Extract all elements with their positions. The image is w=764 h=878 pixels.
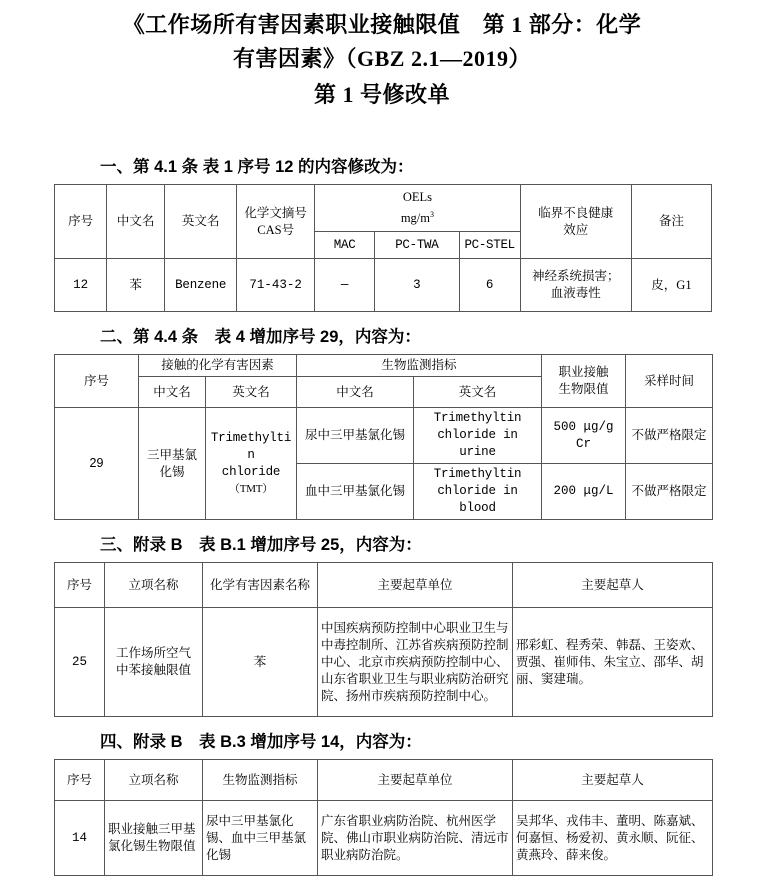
document-title-line-3: 第 1 号修改单 [313, 82, 450, 107]
cell-project-name-line-1: 工作场所空气 [115, 646, 191, 660]
th-oels-group [315, 185, 521, 232]
cell-seq: 29 [55, 408, 139, 520]
cell-orgs: 广东省职业病防治院、杭州医学院、佛山市职业病防治院、清远市职业病防治院。 [318, 801, 513, 876]
cell-remark: 皮，G1 [631, 259, 711, 312]
cell-bio-en-line-2: chloride in urine [437, 428, 518, 459]
section-heading-2: 二、第 4.4 条 表 4 增加序号 29，内容为： [100, 328, 421, 346]
cell-health-effect [520, 259, 631, 312]
cell-bio-en-line-1: Trimethyltin [433, 411, 522, 425]
th-cas-line-1: 化学文摘号 [244, 205, 307, 220]
th-cn-name: 中文名 [107, 185, 165, 259]
th-sampling-time: 采样时间 [626, 355, 713, 408]
table-row [55, 608, 713, 717]
cell-chem-cn-line-1: 三甲基氯 [146, 447, 197, 462]
th-health-effect-line-2: 效应 [563, 222, 589, 237]
th-oels-unit-base: mg/m [400, 211, 430, 226]
cell-project-name [105, 608, 203, 717]
table-appendix-b3 [54, 759, 713, 876]
table-row [55, 408, 713, 464]
table-row-header-top [55, 355, 713, 377]
cell-chem-en [206, 408, 297, 520]
th-chem-cn: 中文名 [139, 377, 206, 408]
cell-bio-en [414, 464, 542, 520]
cell-chem-en-line-2: chloride [221, 464, 281, 479]
cell-health-effect-line-2: 血液毒性 [550, 286, 601, 300]
th-chem-en: 英文名 [206, 377, 297, 408]
cell-bio-cn: 尿中三甲基氯化锡 [297, 408, 414, 464]
cell-sampling-time: 不做严格限定 [626, 408, 713, 464]
cell-bio-index: 尿中三甲基氯化锡、血中三甲基氯化锡 [203, 801, 318, 876]
cell-pc-stel: 6 [459, 259, 520, 312]
th-project-name: 立项名称 [105, 760, 203, 801]
th-health-effect-line-1: 临界不良健康 [538, 205, 614, 220]
cell-sampling-time: 不做严格限定 [626, 464, 713, 520]
cell-mac: — [315, 259, 375, 312]
table-row [55, 259, 712, 312]
table-row-header [55, 563, 713, 608]
cell-bio-limit: 200 μg/L [542, 464, 626, 520]
th-pc-twa: PC-TWA [375, 232, 459, 259]
th-chemical-factor: 化学有害因素名称 [203, 563, 318, 608]
th-cas-line-2: CAS号 [257, 222, 295, 237]
th-health-effect [520, 185, 631, 259]
th-bio-index: 生物监测指标 [203, 760, 318, 801]
cell-chem-cn [139, 408, 206, 520]
th-seq: 序号 [55, 563, 105, 608]
th-drafters: 主要起草人 [513, 760, 713, 801]
th-remark: 备注 [631, 185, 711, 259]
th-seq: 序号 [55, 760, 105, 801]
cell-cas: 71-43-2 [237, 259, 315, 312]
th-oels-label: OELs [402, 189, 432, 204]
cell-bio-limit: 500 μg/g Cr [542, 408, 626, 464]
th-bio-limit-line-2: 生物限值 [558, 382, 609, 396]
cell-drafters: 吴邦华、戎伟丰、董明、陈嘉斌、何嘉恒、杨爱初、黄永顺、阮征、黄燕玲、薛来俊。 [513, 801, 713, 876]
cell-project-name: 职业接触三甲基氯化锡生物限值 [105, 801, 203, 876]
th-bio-en: 英文名 [414, 377, 542, 408]
cell-seq: 12 [55, 259, 107, 312]
table-row-header-top [55, 185, 712, 232]
th-pc-stel: PC-STEL [459, 232, 520, 259]
cell-bio-cn: 血中三甲基氯化锡 [297, 464, 414, 520]
cell-orgs: 中国疾病预防控制中心职业卫生与中毒控制所、江苏省疾病预防控制中心、北京市疾病预防控制中心、山东省职业卫生与职业病防治研究院、扬州市疾病预防控制中心。 [318, 608, 513, 717]
cell-chem-en-line-1: Trimethyltin [210, 430, 292, 462]
th-mac: MAC [315, 232, 375, 259]
th-drafters: 主要起草人 [513, 563, 713, 608]
th-bio-cn: 中文名 [297, 377, 414, 408]
table-oels-benzene [54, 184, 712, 312]
cell-pc-twa: 3 [375, 259, 459, 312]
section-heading-1: 一、第 4.1 条 表 1 序号 12 的内容修改为： [100, 158, 414, 176]
cell-chemical-factor: 苯 [203, 608, 318, 717]
cell-project-name-line-2: 中苯接触限值 [115, 663, 191, 677]
document-title-line-1: 《工作场所有害因素职业接触限值 第 1 部分：化学 [122, 12, 642, 37]
th-orgs: 主要起草单位 [318, 760, 513, 801]
section-heading-3: 三、附录 B 表 B.1 增加序号 25，内容为： [100, 536, 422, 554]
th-seq: 序号 [55, 185, 107, 259]
cell-chem-en-abbrev: （TMT） [228, 482, 274, 495]
cell-bio-en-line-2: chloride in blood [437, 484, 518, 515]
cell-seq: 25 [55, 608, 105, 717]
cell-health-effect-line-1: 神经系统损害； [532, 269, 620, 283]
th-en-name: 英文名 [165, 185, 237, 259]
section-heading-4: 四、附录 B 表 B.3 增加序号 14，内容为： [100, 733, 422, 751]
cell-chem-cn-line-2: 化锡 [159, 464, 185, 479]
th-orgs: 主要起草单位 [318, 563, 513, 608]
th-project-name: 立项名称 [105, 563, 203, 608]
table-row [55, 801, 713, 876]
cell-seq: 14 [55, 801, 105, 876]
table-biological-limits [54, 354, 713, 520]
cell-drafters: 邢彩虹、程秀荣、韩磊、王姿欢、贾强、崔师伟、朱宝立、邵华、胡丽、窦建瑞。 [513, 608, 713, 717]
document-title [0, 0, 764, 112]
table-row-header [55, 760, 713, 801]
th-oels-unit [318, 206, 517, 227]
table-appendix-b1 [54, 562, 713, 717]
th-bio-limit-line-1: 职业接触 [558, 365, 609, 379]
document-title-line-2: 有害因素》（GBZ 2.1—2019） [233, 46, 531, 71]
th-bio-limit [542, 355, 626, 408]
th-oels-unit-exponent: 3 [430, 209, 434, 219]
cell-cn-name: 苯 [107, 259, 165, 312]
cell-en-name: Benzene [165, 259, 237, 312]
th-bio-group: 生物监测指标 [297, 355, 542, 377]
th-cas [237, 185, 315, 259]
th-chemical-group: 接触的化学有害因素 [139, 355, 297, 377]
th-seq: 序号 [55, 355, 139, 408]
cell-bio-en [414, 408, 542, 464]
cell-bio-en-line-1: Trimethyltin [433, 467, 522, 481]
